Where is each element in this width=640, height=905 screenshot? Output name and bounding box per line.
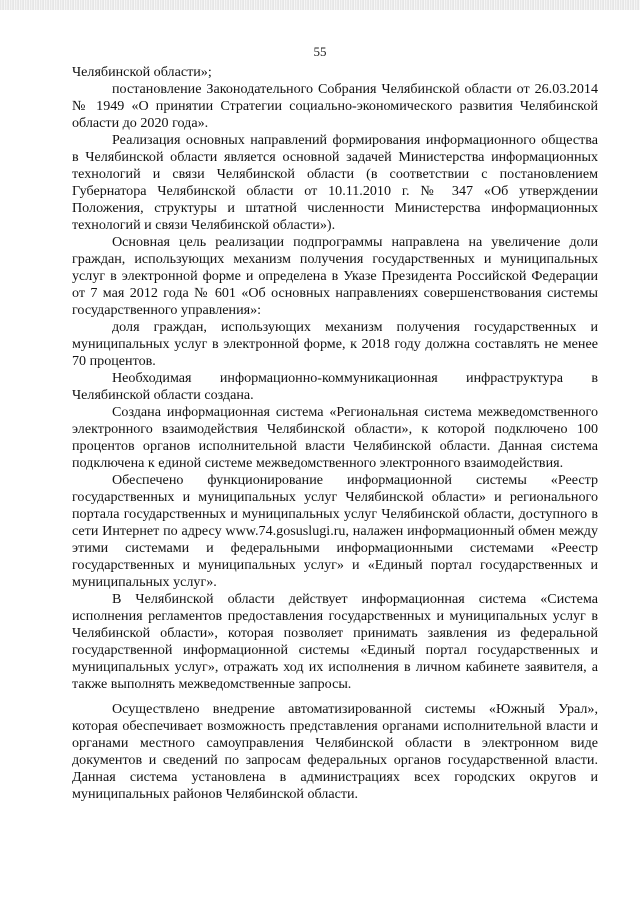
- paragraph-interaction-system: Создана информационная система «Региональная система межведомственного электронного взаимодействия Челябинской области», к которой подключено 100 процентов органов исполнительной власти Челябинской области. Данная система подключена к единой системе межведомственного электронного взаимодействия.: [72, 404, 598, 471]
- paragraph-main-goal: Основная цель реализации подпрограммы направлена на увеличение доли граждан, использующих механизм получения государственных и муниципальных услуг в электронной форме и определена в Указе Президента Российской Федерации от 7 мая 2012 года № 601 «Об основных направлениях совершенствования системы государственного управления»:: [72, 234, 598, 318]
- paragraph-ministry-task: Реализация основных направлений формирования информационного общества в Челябинской области является основной задачей Министерства информационных технологий и связи Челябинской области (в соответствии с постановлением Губернатора Челябинской области от 10.11.2010 г. № 347 «Об утверждении Положения, структуры и штатной численности Министерства информационных технологий и связи Челябинской области»).: [72, 132, 598, 233]
- document-body: [72, 64, 598, 803]
- paragraph-regulations-system: В Челябинской области действует информационная система «Система исполнения регламентов предоставления государственных и муниципальных услуг в Челябинской области», которая позволяет принимать заявления из федеральной государственной информационной системы «Единый портал государственных и муниципальных услуг», отражать ход их исполнения в личном кабинете заявителя, а также выполнять межведомственные запросы.: [72, 591, 598, 692]
- paragraph-continuation: Челябинской области»;: [72, 64, 212, 80]
- paragraph-target-share: доля граждан, использующих механизм получения государственных и муниципальных услуг в электронной форме, к 2018 году должна составлять не менее 70 процентов.: [72, 319, 598, 369]
- scan-edge-strip: [0, 0, 640, 10]
- paragraph-south-ural-system: Осуществлено внедрение автоматизированной системы «Южный Урал», которая обеспечивает возможность представления органами исполнительной власти и органами местного самоуправления Челябинской области в электронном виде документов и сведений по запросам федеральных органов государственной власти. Данная система установлена в администрациях всех городских округов и муниципальных районов Челябинской области.: [72, 701, 598, 802]
- paragraph-resolution: постановление Законодательного Собрания Челябинской области от 26.03.2014 № 1949 «О принятии Стратегии социально-экономического развития Челябинской области до 2020 года».: [72, 81, 598, 131]
- paragraph-registry-portal: Обеспечено функционирование информационной системы «Реестр государственных и муниципальных услуг Челябинской области» и регионального портала государственных и муниципальных услуг Челябинской области, доступного в сети Интернет по адресу www.74.gosuslugi.ru, налажен информационный обмен между этими системами и федеральными информационными системами «Реестр государственных и муниципальных услуг» и «Единый портал государственных и муниципальных услуг».: [72, 472, 598, 590]
- paragraph-infrastructure: Необходимая информационно-коммуникационная инфраструктура в Челябинской области создана.: [72, 370, 598, 403]
- page-number: 55: [313, 44, 327, 59]
